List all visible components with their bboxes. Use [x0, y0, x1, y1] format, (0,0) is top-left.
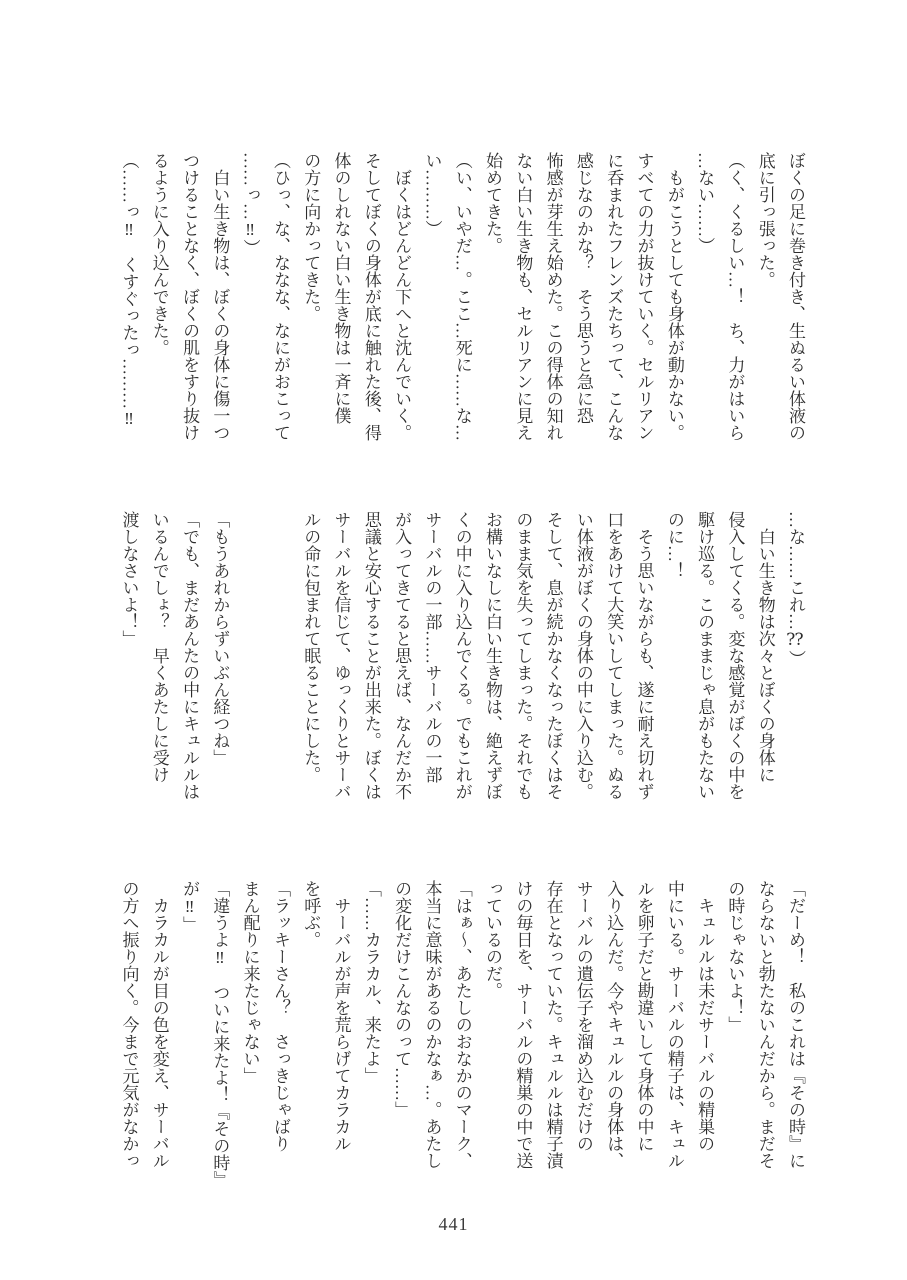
page-number: 441 — [438, 1214, 469, 1234]
text-column: カラカルが目の色を変え、サーバル — [149, 880, 169, 1169]
text-column: いるんでしょ？ 早くあたしに受け — [149, 511, 169, 783]
text-column: 「もうあれからずいぶん経つね」 — [210, 511, 230, 766]
text-column: ない白い生き物も、セルリアンに見え — [513, 152, 533, 441]
text-block-top — [113, 152, 810, 444]
text-column: 白い生き物は次々とぼくの身体に — [755, 511, 775, 783]
text-column: サーバルの一部……サーバルの一部 — [422, 511, 442, 783]
text-column: （……っ‼ くすぐったっ………‼ — [119, 152, 139, 428]
text-column: の方へ振り向く。今まで元気がなかっ — [119, 880, 139, 1169]
text-column: キュルルは未だサーバルの精巣の — [695, 880, 715, 1152]
text-column: 怖感が芽生え始めた。この得体の知れ — [543, 152, 563, 441]
text-column: けの毎日を、サーバルの精巣の中で送 — [513, 880, 533, 1169]
text-column: ルを卵子だと勘違いして身体の中に — [634, 880, 654, 1152]
text-column: 駆け巡る。このままじゃ息がもたない — [695, 511, 715, 800]
text-column: 「でも、まだあんたの中にキュルルは — [180, 511, 200, 800]
text-column: 「だーめ！ 私のこれは『その時』に — [786, 880, 805, 1169]
text-column: くの中に入り込んでくる。でもこれが — [452, 511, 472, 800]
text-column: ならないと勃たないんだから。まだそ — [755, 880, 775, 1169]
text-column: （く、くるしい…！ ち、力がはいら — [725, 152, 745, 441]
text-column: もがこうとしても身体が動かない。 — [664, 152, 684, 441]
text-column: の時じゃないよ！」 — [725, 880, 745, 1033]
text-column: 底に引っ張った。 — [755, 152, 775, 288]
text-column: そう思いながらも、遂に耐え切れず — [634, 511, 654, 800]
text-column: ルの命に包まれて眠ることにした。 — [301, 511, 321, 783]
text-column: …な……これ…⁇） — [786, 511, 805, 667]
text-column: の方に向かってきた。 — [301, 152, 321, 322]
text-column: が入ってきてると思えば、なんだか不 — [392, 511, 412, 800]
text-column: すべての力が抜けていく。セルリアン — [634, 152, 654, 441]
text-column: 白い生き物は、ぼくの身体に傷一つ — [210, 152, 230, 441]
text-column: （い、いやだ…。ここ…死に……な… — [452, 152, 472, 441]
text-column: 侵入してくる。変な感覚がぼくの中を — [725, 511, 745, 800]
text-column: に呑まれたフレンズたちって、こんな — [604, 152, 624, 441]
text-column: い………） — [422, 152, 442, 237]
text-column — [234, 511, 264, 803]
text-column: まん配りに来たじゃない」 — [240, 880, 260, 1084]
text-block-bottom — [113, 880, 810, 1188]
text-column: つけることなく、ぼくの肌をすり抜け — [180, 152, 200, 441]
text-column: …ない……） — [695, 152, 715, 254]
text-column: 口をあけて大笑いしてしまった。ぬる — [604, 511, 624, 800]
text-column: ……っ…‼） — [240, 152, 260, 256]
text-column: サーバルを信じて、ゆっくりとサーバ — [331, 511, 351, 800]
text-column: 「ラッキーさん？ さっきじゃばり — [270, 880, 290, 1152]
text-column: 渡しなさいよ！」 — [119, 511, 139, 647]
text-column: 思議と安心することが出来た。ぼくは — [361, 511, 381, 800]
text-column — [265, 511, 295, 803]
text-column: の変化だけこんなのって……」 — [392, 880, 412, 1118]
text-column: 「違うよ‼ ついに来たよ！『その時』 — [210, 880, 230, 1188]
text-column: るように入り込んできた。 — [149, 152, 169, 356]
text-column: 始めてきた。 — [483, 152, 503, 254]
text-column: お構いなしに白い生き物は、絶えずぼ — [483, 511, 503, 800]
text-column: サーバルの遺伝子を溜め込むだけの — [573, 880, 593, 1152]
text-column: ぼくはどんどん下へと沈んでいく。 — [392, 152, 412, 441]
text-column: そしてぼくの身体が底に触れた後、得 — [361, 152, 381, 441]
text-column: 体のしれない白い生き物は一斉に僕 — [331, 152, 351, 424]
text-column: （ひっ、な、ななな、なにがおこって — [270, 152, 290, 441]
text-column: 本当に意味があるのかなぁ…。あたし — [422, 880, 442, 1169]
text-column: 中にいる。サーバルの精子は、キュル — [664, 880, 684, 1169]
text-column: 「はぁ〜、あたしのおなかのマーク、 — [452, 880, 472, 1169]
text-column: い体液がぼくの身体の中に入り込む。 — [573, 511, 593, 800]
text-column: 感じなのかな？ そう思うと急に恐 — [573, 152, 593, 424]
text-column: のに…！ — [664, 511, 684, 579]
text-column: そして、息が続かなくなったぼくはそ — [543, 511, 563, 800]
text-column: ぼくの足に巻き付き、生ぬるい体液の — [786, 152, 805, 441]
text-column: 入り込んだ。今やキュルルの身体は、 — [604, 880, 624, 1169]
text-column: 「……カラカル、来たよ」 — [361, 880, 381, 1084]
text-block-middle — [113, 511, 810, 803]
text-column: っているのだ。 — [483, 880, 503, 999]
text-column: が‼」 — [180, 880, 200, 933]
text-column: 存在となっていた。キュルルは精子漬 — [543, 880, 563, 1169]
text-column: サーバルが声を荒らげてカラカル — [331, 880, 351, 1152]
text-column: を呼ぶ。 — [301, 880, 321, 948]
text-column: のまま気を失ってしまった。それでも — [513, 511, 533, 800]
